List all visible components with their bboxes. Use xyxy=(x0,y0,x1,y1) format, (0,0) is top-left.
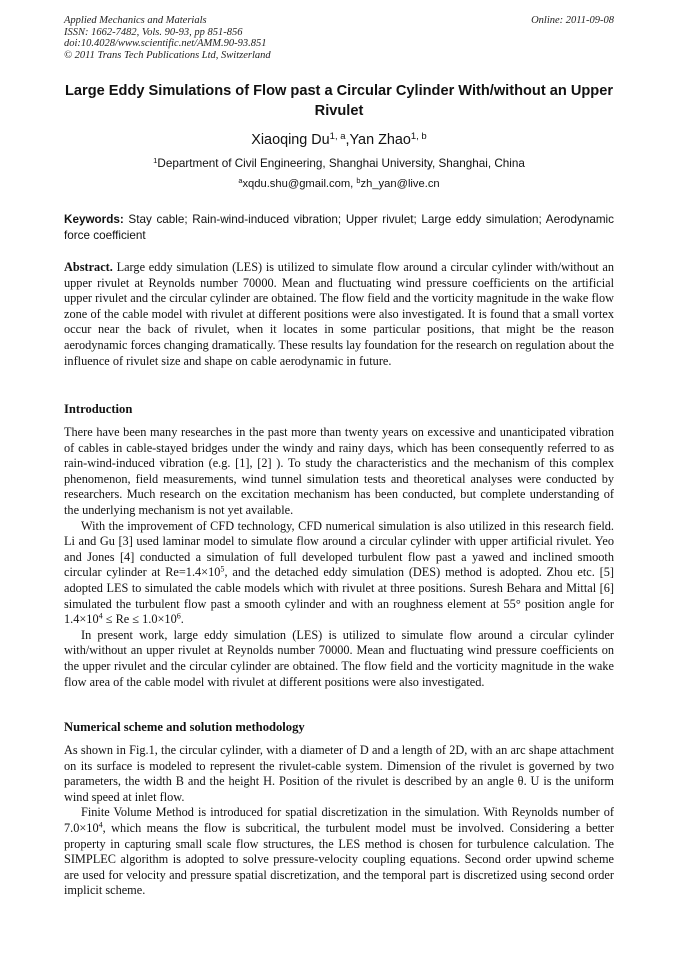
author-name: Xiaoqing Du xyxy=(251,132,330,148)
paragraph xyxy=(64,519,614,628)
paragraph-text: ≤ Re ≤ 1.0×10 xyxy=(102,612,177,627)
paragraph xyxy=(64,805,614,899)
email-mark: a xyxy=(238,175,243,185)
author-list xyxy=(64,131,614,149)
exponent: 5 xyxy=(220,564,225,574)
affiliation-mark: 1 xyxy=(153,155,158,165)
paragraph-text: , and the detached eddy simulation (DES) method is adopted. Zhou etc. [5] adopted LES to simulated the cable models which with rivulet at three positions. Suresh Behara and Mittal [6] simulated the turbulent flow past a smooth cylinder and with an roughness element at 55° position angle for 1.4×10 xyxy=(64,565,614,627)
journal-header xyxy=(64,15,614,61)
journal-doi: doi:10.4028/www.scientific.net/AMM.90-93.851 xyxy=(64,38,267,50)
author-affiliation-mark: 1, b xyxy=(410,130,427,142)
exponent: 4 xyxy=(98,611,103,621)
paragraph: As shown in Fig.1, the circular cylinder, with a diameter of D and a length of 2D, with an arc shape attachment on its surface is modeled to represent the rivulet-cable system. Dimension of the rivulet is governed by two parameters, the width B and the height H. Position of the rivulet is described by an angle θ. U is the uniform wind speed at inlet flow. xyxy=(64,743,614,804)
abstract-text: Large eddy simulation (LES) is utilized to simulate flow around a circular cylinder with/without an upper rivulet at Reynolds number 70000. Mean and fluctuating wind pressure coefficients on the artificial upper rivulet and the circular cylinder are obtained. The flow field and the vorticity magnitude in the wake flow zone of the cable model with rivulet at different positions were also investigated. It is found that a small vortex occur near the back of rivulet, when it locates in some particular positions, that might be the reason aerodynamic forces changing dramatically. These results lay foundation for the research on regulation about the influence of rivulet size and shape on cable aerodynamic in future. xyxy=(64,260,614,368)
exponent: 6 xyxy=(176,611,181,621)
abstract-block xyxy=(64,260,614,369)
paragraph-text: Finite Volume Method is introduced for spatial discretization in the simulation. With Reynolds number of 7.0×10 xyxy=(64,805,614,835)
keywords-label: Keywords: xyxy=(64,213,124,226)
affiliation xyxy=(64,156,614,171)
author-affiliation-mark: 1, a xyxy=(329,130,346,142)
author-separator: , xyxy=(345,132,350,148)
keywords-block xyxy=(64,212,614,244)
paragraph-text: . xyxy=(180,612,184,627)
affiliation-text: Department of Civil Engineering, Shanghai University, Shanghai, China xyxy=(157,157,525,170)
abstract-label: Abstract. xyxy=(64,260,113,274)
introduction-body xyxy=(64,425,614,690)
paragraph: There have been many researches in the past more than twenty years on excessive and unanticipated vibration of cables in cable-stayed bridges under the windy and rainy days, which has been consequently referred to as rain-wind-induced vibration (e.g. [1], [2] ). To study the characteristics and the mechanism of this complex phenomenon, field measurements, wind tunnel simulation tests and theoretical analyses were conducted by researchers. Much research on the excitation mechanism has been conducted, but complete understanding of the underlying mechanism is not yet available. xyxy=(64,425,614,517)
keywords-text: Stay cable; Rain-wind-induced vibration; Upper rivulet; Large eddy simulation; Aerodynamic force coefficient xyxy=(64,213,614,242)
author-name: Yan Zhao xyxy=(349,132,411,148)
online-date: Online: 2011-09-08 xyxy=(531,15,614,26)
email-mark: b xyxy=(356,175,361,185)
paper-title: Large Eddy Simulations of Flow past a Circular Cylinder With/without an Upper Rivulet xyxy=(65,83,613,119)
numerical-body xyxy=(64,743,614,899)
paragraph-text: With the improvement of CFD technology, CFD numerical simulation is also utilized in this research field. Li and Gu [3] used laminar model to simulate flow around a circular cylinder with upper artificial rivulet. Yeo and Jones [4] conducted a simulation of full developed turbulent flow past a yawed and inclined smooth circular cylinder at Re=1.4×10 xyxy=(64,518,614,580)
email-link: zh_yan@live.cn xyxy=(360,178,440,190)
exponent: 4 xyxy=(98,820,103,830)
journal-name: Applied Mechanics and Materials xyxy=(64,15,207,26)
paragraph-text: , which means the flow is subcritical, the turbulent model must be involved. Considering a better property in capturing small scale flow structures, the LES method is chosen for turbulence calculation. The SIMPLEC algorithm is adopted to solve pressure-velocity coupling equations. Second order upwind scheme are used for velocity and pressure spatial discretization, and the temporal part is discretized using second order implicit scheme. xyxy=(64,820,614,898)
numerical-heading: Numerical scheme and solution methodology xyxy=(64,720,305,734)
author-emails xyxy=(64,177,614,192)
journal-issn: ISSN: 1662-7482, Vols. 90-93, pp 851-856 xyxy=(64,26,243,38)
journal-copyright: © 2011 Trans Tech Publications Ltd, Switzerland xyxy=(64,49,271,61)
paragraph: In present work, large eddy simulation (LES) is utilized to simulate flow around a circular cylinder with/without an upper rivulet at Reynolds number 70000. Mean and fluctuating wind pressure coefficients on the upper rivulet and the circular cylinder are obtained. The flow field and the vorticity magnitude in the wake flow area of the cable model with rivulet at different positions were also investigated. xyxy=(64,627,614,689)
email-link: xqdu.shu@gmail.com, xyxy=(242,178,357,190)
introduction-heading: Introduction xyxy=(64,402,133,416)
